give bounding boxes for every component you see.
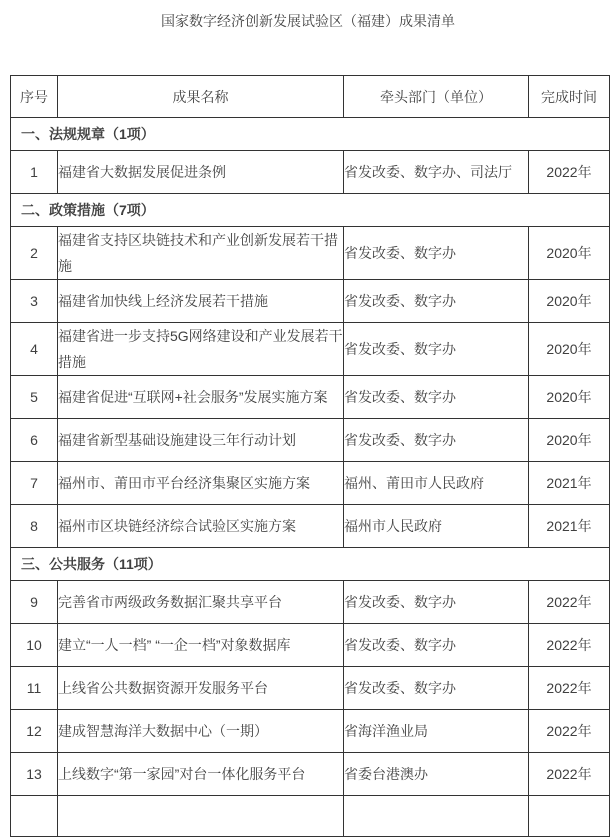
row-time: 2020年 [529, 323, 610, 376]
row-name: 建成智慧海洋大数据中心（一期） [58, 710, 344, 753]
row-name: 建立“一人一档” “一企一档”对象数据库 [58, 624, 344, 667]
row-no: 3 [11, 280, 58, 323]
table-row-partial [11, 796, 610, 837]
row-dept: 省发改委、数字办 [344, 227, 529, 280]
section-label: 三、公共服务（11项） [11, 548, 610, 581]
row-time: 2022年 [529, 667, 610, 710]
row-name: 上线数字“第一家园”对台一体化服务平台 [58, 753, 344, 796]
row-name: 福建省进一步支持5G网络建设和产业发展若干措施 [58, 323, 344, 376]
table-row [11, 227, 610, 280]
row-name: 上线省公共数据资源开发服务平台 [58, 667, 344, 710]
header-cell-dept: 牵头部门（单位） [344, 76, 529, 118]
row-no: 12 [11, 710, 58, 753]
table-row [11, 624, 610, 667]
row-no: 8 [11, 505, 58, 548]
section-label: 一、法规规章（1项） [11, 118, 610, 151]
row-dept: 福州、莆田市人民政府 [344, 462, 529, 505]
section-label: 二、政策措施（7项） [11, 194, 610, 227]
section-row [11, 548, 610, 581]
row-time: 2021年 [529, 462, 610, 505]
row-dept: 省发改委、数字办 [344, 581, 529, 624]
row-no: 10 [11, 624, 58, 667]
row-dept: 省发改委、数字办 [344, 376, 529, 419]
header-cell-time: 完成时间 [529, 76, 610, 118]
row-name: 福建省促进“互联网+社会服务”发展实施方案 [58, 376, 344, 419]
table-row [11, 667, 610, 710]
row-name: 福州市区块链经济综合试验区实施方案 [58, 505, 344, 548]
table-row [11, 710, 610, 753]
table-row [11, 505, 610, 548]
row-dept: 省发改委、数字办 [344, 323, 529, 376]
row-dept: 省委台港澳办 [344, 753, 529, 796]
results-table-body [11, 118, 610, 837]
row-no: 11 [11, 667, 58, 710]
row-no: 2 [11, 227, 58, 280]
row-time: 2022年 [529, 581, 610, 624]
table-row [11, 581, 610, 624]
table-row [11, 151, 610, 194]
results-table [10, 75, 610, 837]
table-row [11, 280, 610, 323]
row-dept: 省发改委、数字办 [344, 419, 529, 462]
row-time: 2020年 [529, 419, 610, 462]
section-row [11, 118, 610, 151]
row-no: 4 [11, 323, 58, 376]
row-name: 福建省加快线上经济发展若干措施 [58, 280, 344, 323]
row-name: 福建省大数据发展促进条例 [58, 151, 344, 194]
row-time: 2022年 [529, 753, 610, 796]
row-name: 福建省支持区块链技术和产业创新发展若干措施 [58, 227, 344, 280]
table-row [11, 376, 610, 419]
row-dept: 省发改委、数字办、司法厅 [344, 151, 529, 194]
row-name: 完善省市两级政务数据汇聚共享平台 [58, 581, 344, 624]
row-name: 福州市、莆田市平台经济集聚区实施方案 [58, 462, 344, 505]
table-row [11, 419, 610, 462]
section-row [11, 194, 610, 227]
row-time: 2020年 [529, 376, 610, 419]
page-title: 国家数字经济创新发展试验区（福建）成果清单 [161, 13, 455, 29]
row-dept: 福州市人民政府 [344, 505, 529, 548]
row-no: 6 [11, 419, 58, 462]
row-dept: 省发改委、数字办 [344, 667, 529, 710]
row-no: 5 [11, 376, 58, 419]
row-dept: 省发改委、数字办 [344, 280, 529, 323]
row-no: 13 [11, 753, 58, 796]
row-time: 2020年 [529, 280, 610, 323]
row-dept: 省发改委、数字办 [344, 624, 529, 667]
header-cell-no: 序号 [11, 76, 58, 118]
header-cell-name: 成果名称 [58, 76, 344, 118]
row-no: 9 [11, 581, 58, 624]
table-row [11, 462, 610, 505]
table-header-row [11, 76, 610, 118]
row-no: 7 [11, 462, 58, 505]
row-time: 2022年 [529, 624, 610, 667]
row-name: 福建省新型基础设施建设三年行动计划 [58, 419, 344, 462]
row-time: 2022年 [529, 710, 610, 753]
row-time: 2021年 [529, 505, 610, 548]
row-time: 2022年 [529, 151, 610, 194]
table-row [11, 753, 610, 796]
table-row [11, 323, 610, 376]
row-no: 1 [11, 151, 58, 194]
row-dept: 省海洋渔业局 [344, 710, 529, 753]
row-time: 2020年 [529, 227, 610, 280]
